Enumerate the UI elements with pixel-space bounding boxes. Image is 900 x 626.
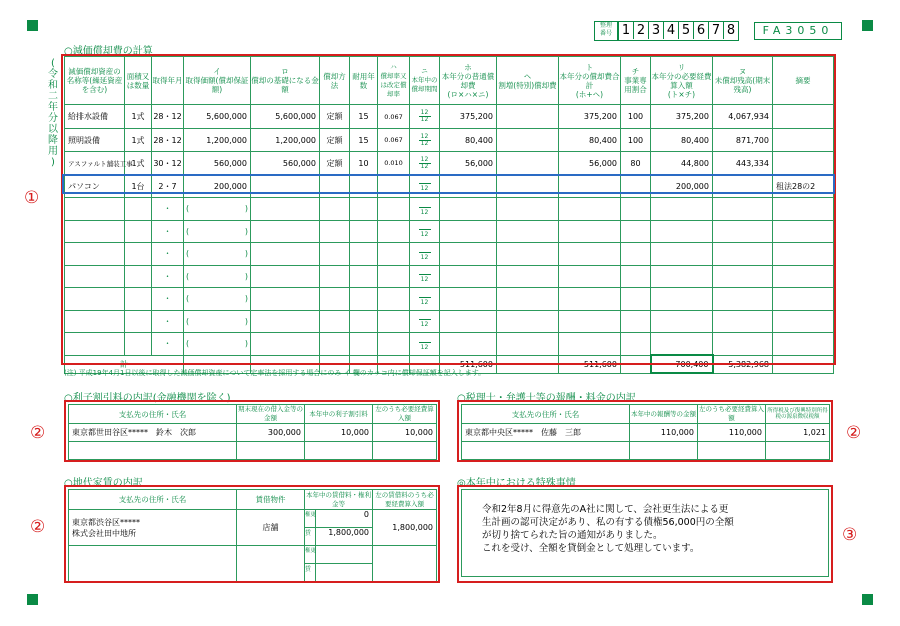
asset-normal: 80,400 [440,129,497,152]
asset-date: 28・12 [152,105,184,129]
seiri-digit: 5 [679,22,694,39]
header-normal: ホ 本年分の普通償却費 (ロ×ハ×ニ) [440,57,497,105]
asset-name: パソコン [65,175,125,198]
asset-name: 給排水設備 [65,105,125,129]
marker-two-interest: ② [30,423,46,443]
tax-header-deduct: 左のうち必要経費算入額 [699,405,764,422]
asset-life: 10 [350,152,378,175]
interest-header-balance: 期末現在の借入金等の金額 [238,405,303,422]
asset-name: アスファルト舗装工事 [65,152,125,175]
empty-row: ・ ( ) 12 [65,288,834,311]
rent-amount: 1,800,000 [328,528,369,537]
asset-memo: 租法28の2 [773,175,834,198]
header-months: ニ 本年中の償却期間 [410,57,440,105]
asset-rate: 0.067 [378,105,410,129]
asset-date: 2・7 [152,175,184,198]
header-remain: ヌ 未償却残高(期末残高) [713,57,773,105]
interest-payee: 東京都世田谷区***** 鈴木 次郎 [69,424,237,442]
tax-payee: 東京都中央区***** 佐藤 三郎 [462,424,630,442]
asset-total: 375,200 [559,105,621,129]
highlight-rent [64,485,440,583]
interest-annual: 10,000 [305,424,373,442]
rent-deduct: 1,800,000 [373,510,437,546]
asset-base: 560,000 [251,152,320,175]
header-expense: リ 本年分の必要経費算入額 (ト×チ) [651,57,713,105]
seiri-digit: 4 [664,22,679,39]
marker-two-tax: ② [846,423,862,443]
asset-qty: 1式 [125,105,152,129]
asset-date: 30・12 [152,152,184,175]
special-title: ◎本年中における特殊事情 [457,478,576,489]
asset-method: 定額 [320,129,350,152]
asset-normal: 56,000 [440,152,497,175]
seiri-digit: 1 [619,22,634,39]
asset-qty: 1式 [125,129,152,152]
header-cost: イ 取得価額(償却保証額) [184,57,251,105]
highlight-interest [64,400,440,462]
rent-payee: 東京都渋谷区***** 株式会社田中地所 [69,510,237,546]
asset-name: 照明設備 [65,129,125,152]
interest-balance: 300,000 [237,424,305,442]
highlight-depreciation [61,54,836,365]
asset-base: 5,600,000 [251,105,320,129]
header-date: 取得年月 [152,57,184,105]
empty-row: ・ ( ) 12 [65,243,834,266]
asset-cost: 560,000 [184,152,251,175]
seiri-digit: 6 [694,22,709,39]
asset-ratio: 100 [621,105,651,129]
total-normal: 511,600 [440,355,497,373]
total-remain: 5,382,968 [713,355,773,373]
rent-header-payee: 支払先の住所・氏名 [69,490,237,510]
corner-mark [27,594,38,605]
highlight-tax-fees [457,400,833,462]
marker-two-rent: ② [30,517,46,537]
marker-three: ③ [842,525,858,545]
asset-remain: 443,334 [713,152,773,175]
header-total: ト 本年分の償却費合計 (ホ+ヘ) [559,57,621,105]
asset-total: 80,400 [559,129,621,152]
empty-row: ・ ( ) 12 [65,333,834,356]
asset-months: 12 12 [410,152,440,175]
asset-cost: 200,000 [184,175,251,198]
asset-date: 28・12 [152,129,184,152]
seiri-number-label: 整理 番号 [594,21,618,41]
seiri-digit: 7 [709,22,724,39]
asset-qty: 1台 [125,175,152,198]
header-qty: 面積又は数量 [125,57,152,105]
header-special: ヘ 割増(特別)償却費 [497,57,559,105]
special-line: これを受け、全額を貸倒金として処理しています。 [482,543,700,554]
total-sum: 511,600 [559,355,621,373]
special-line: 生計画の認可決定があり、私の有する債権56,000円の全額 [482,517,734,528]
asset-rate: 0.010 [378,152,410,175]
rent-table: 支払先の住所・氏名 賃借物件 本年中の賃借料・権利金等 左の賃借料のうち必要経費算入額 東京都渋谷区***** 株式会社田中地所 店舗 権更 0 賃 1,800,000 1,800,000 権更 賃 [68,489,437,582]
depreciation-title: ○減価償却費の計算 [64,46,153,57]
header-bizratio: チ 事業専用割合 [621,57,651,105]
header-memo: 摘要 [773,57,834,105]
header-method: 償却方法 [320,57,350,105]
total-expense: 700,400 [651,355,713,373]
rent-header-annual: 本年中の賃借料・権利金等 [306,490,371,508]
header-life: 耐用年数 [350,57,378,105]
corner-mark [862,20,873,31]
asset-cost: 5,600,000 [184,105,251,129]
interest-header-annual: 本年中の利子割引料 [305,405,373,424]
header-rate: ハ 償却率又は改定償却率 [378,57,410,105]
marker-one: ① [24,188,40,208]
empty-row: ・ ( ) 12 [65,265,834,288]
tax-deduct: 110,000 [698,424,766,442]
empty-row: ・ ( ) 12 [65,198,834,221]
interest-title: ○利子割引料の内訳(金融機関を除く) [64,393,231,404]
asset-months: 12 12 [410,129,440,152]
asset-months: 12 [410,175,440,198]
form-code: FA3050 [754,22,842,40]
year-side-label: ( 令 和 二 年 分 以 降 用 ) [48,58,58,168]
rent-title: ○地代家賃の内訳 [64,478,143,489]
rent-property: 店舗 [237,510,305,546]
asset-cost: 1,200,000 [184,129,251,152]
empty-row: ・ ( ) 12 [65,220,834,243]
tax-header-annual: 本年中の報酬等の金額 [630,405,698,424]
interest-header-payee: 支払先の住所・氏名 [69,405,237,424]
seiri-digit: 8 [726,23,736,38]
asset-months: 12 12 [410,105,440,129]
highlight-pc-row [62,174,835,194]
rent-header-deduct: 左の賃借料のうち必要経費算入額 [373,490,437,510]
tax-withholding: 1,021 [766,424,830,442]
asset-life: 15 [350,105,378,129]
asset-qty: 1式 [125,152,152,175]
depreciation-note: (注) 平成19年4月1日以後に取得した減価償却資産について定率法を採用する場合にのみ イ 欄のカッコ内に償却保証額を記入します。 [64,369,486,377]
asset-expense: 375,200 [651,105,713,129]
rent-annual-cell: 権更 0 賃 1,800,000 [305,510,373,546]
special-line: が切り捨てられた旨の通知がありました。 [482,530,663,541]
interest-deduct: 10,000 [373,424,437,442]
highlight-special [457,485,833,583]
asset-expense: 44,800 [651,152,713,175]
asset-rate: 0.067 [378,129,410,152]
corner-mark [27,20,38,31]
interest-header-deduct: 左のうち必要経費算入額 [373,405,437,424]
tax-annual: 110,000 [630,424,698,442]
total-label: 計 [65,355,184,373]
seiri-digit: 2 [634,22,649,39]
tax-header-withholding: 所得税及び復興特別所得税の源泉徴収税額 [766,405,830,424]
tax-header-payee: 支払先の住所・氏名 [462,405,630,424]
seiri-number-boxes [618,21,739,41]
asset-normal: 375,200 [440,105,497,129]
special-line: 令和2年8月に得意先のA社に関して、会社更生法による更 [482,504,729,515]
tax-fees-title: ○税理士・弁護士等の報酬・料金の内訳 [457,393,636,404]
rent-header-property: 賃借物件 [237,490,305,510]
header-base: ロ 償却の基礎になる金額 [251,57,320,105]
asset-expense: 200,000 [651,175,713,198]
rent-key: 0 [363,510,369,519]
asset-remain: 4,067,934 [713,105,773,129]
asset-total: 56,000 [559,152,621,175]
seiri-digit: 3 [649,22,664,39]
asset-method: 定額 [320,152,350,175]
empty-row: ・ ( ) 12 [65,310,834,333]
asset-expense: 80,400 [651,129,713,152]
asset-remain: 871,700 [713,129,773,152]
asset-life: 15 [350,129,378,152]
header-asset: 減価償却資産の名称等(繰延資産を含む) [65,57,125,105]
asset-method: 定額 [320,105,350,129]
asset-base: 1,200,000 [251,129,320,152]
asset-ratio: 100 [621,129,651,152]
asset-ratio: 80 [621,152,651,175]
corner-mark [862,594,873,605]
